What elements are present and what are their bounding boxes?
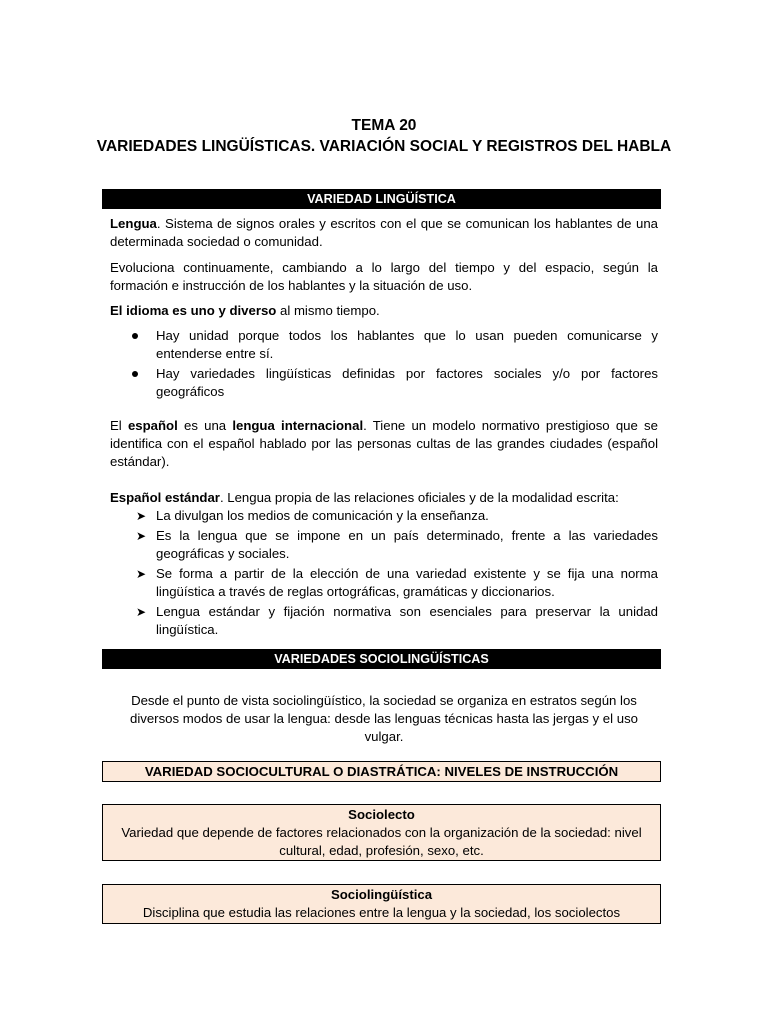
idioma-bold: El idioma es uno y diverso [110, 303, 277, 318]
list-item [110, 603, 658, 639]
list-item [110, 565, 658, 601]
sociolinguistica-title: Sociolingüística [330, 887, 433, 902]
idioma-rest: al mismo tiempo. [276, 303, 380, 318]
evoluciona-paragraph: Evoluciona continuamente, cambiando a lo largo del tiempo y del espacio, según la formación e instrucción de los hablantes y la situación de uso. [110, 260, 658, 293]
list-item-text: Se forma a partir de la elección de una variedad existente y se fija una norma lingüística a través de reglas ortográficas, gramáticas y diccionarios. [156, 566, 658, 599]
list-item [110, 527, 658, 563]
estandar-arrow-list [110, 507, 658, 641]
espanol-text-1: El [110, 418, 128, 433]
arrow-icon: ➤ [136, 509, 147, 523]
espanol-text-3: . Tiene un modelo normativo prestigioso que se identifica con el español hablado por las personas cultas de las grandes ciudades (español estándar). [110, 418, 658, 469]
list-item-text: Es la lengua que se impone en un país determinado, frente a las variedades geográficas y sociales. [156, 528, 658, 561]
sociolinguistica-text: Disciplina que estudia las relaciones entre la lengua y la sociedad, los sociolectos [142, 905, 621, 920]
lengua-definition [110, 215, 658, 251]
arrow-icon: ➤ [136, 567, 147, 581]
list-item: Hay unidad porque todos los hablantes que lo usan pueden comunicarse y entenderse entre sí. [110, 327, 658, 363]
lengua-text: . Sistema de signos orales y escritos con el que se comunican los hablantes de una determinada sociedad o comunidad. [110, 216, 658, 249]
idioma-paragraph [110, 302, 658, 320]
list-item [110, 507, 658, 525]
estandar-paragraph [110, 489, 658, 507]
sociolecto-box [102, 804, 661, 861]
arrow-icon: ➤ [136, 529, 147, 543]
espanol-bold-1: español [127, 418, 178, 433]
sociolecto-text: Variedad que depende de factores relacionados con la organización de la sociedad: nivel cultural, edad, profesión, sexo, etc. [121, 825, 642, 858]
list-item-text: Lengua estándar y fijación normativa son esenciales para preservar la unidad lingüística. [156, 604, 658, 637]
list-item-text: La divulgan los medios de comunicación y la enseñanza. [156, 508, 489, 523]
lengua-term: Lengua [110, 216, 157, 231]
sociolinguistica-box [102, 884, 661, 924]
estandar-term: Español estándar [110, 490, 220, 505]
unity-bullet-list [110, 327, 658, 403]
document-title: VARIEDADES LINGÜÍSTICAS. VARIACIÓN SOCIAL Y REGISTROS DEL HABLA [96, 138, 672, 155]
list-item: Hay variedades lingüísticas definidas por factores sociales y/o por factores geográficos [110, 365, 658, 401]
tema-number: TEMA 20 [351, 117, 417, 134]
diastratica-box: VARIEDAD SOCIOCULTURAL O DIASTRÁTICA: NIVELES DE INSTRUCCIÓN [102, 761, 661, 782]
arrow-icon: ➤ [136, 605, 147, 619]
sociolecto-title: Sociolecto [348, 807, 415, 822]
section-heading-variedad: VARIEDAD LINGÜÍSTICA [102, 189, 661, 209]
espanol-bold-2: lengua internacional [232, 418, 364, 433]
espanol-paragraph [110, 417, 658, 471]
sociolinguistic-intro: Desde el punto de vista sociolingüístico, la sociedad se organiza en estratos según los diversos modos de usar la lengua: desde las lenguas técnicas hasta las jergas y el uso vulgar. [129, 693, 638, 744]
section-heading-sociolinguisticas: VARIEDADES SOCIOLINGÜÍSTICAS [102, 649, 661, 669]
espanol-text-2: es una [177, 418, 233, 433]
estandar-text: . Lengua propia de las relaciones oficiales y de la modalidad escrita: [219, 490, 619, 505]
